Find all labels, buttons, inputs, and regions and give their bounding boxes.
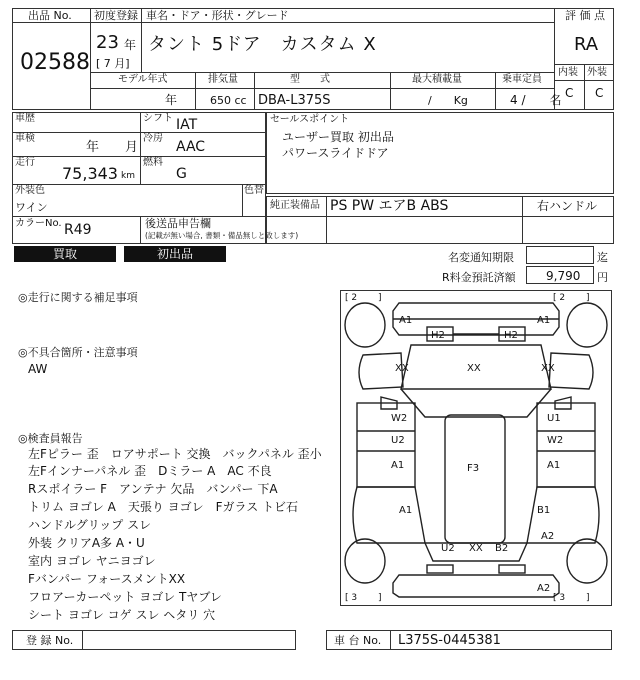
lot-label: 出品 No. bbox=[28, 9, 72, 22]
chassis-value: L375S-0445381 bbox=[398, 633, 501, 648]
notice-box bbox=[526, 246, 594, 264]
inspector-line: ハンドルグリップ スレ bbox=[28, 518, 152, 532]
recycle-unit: 円 bbox=[597, 271, 608, 284]
damage-mark: A1 bbox=[399, 315, 413, 326]
mileage-value: 75,343 bbox=[62, 164, 118, 183]
recycle-label: R料金預託済額 bbox=[442, 271, 516, 284]
inspector-line: フロアーカーペット ヨゴレ Tヤブレ bbox=[28, 590, 222, 604]
capacity-label: 乗車定員 bbox=[502, 74, 542, 85]
sales-label: セールスポイント bbox=[270, 114, 350, 125]
damage-mark: U2 bbox=[441, 543, 455, 554]
shift-value: IAT bbox=[176, 117, 198, 133]
damage-mark: U2 bbox=[391, 435, 405, 446]
grade-value: RA bbox=[574, 34, 599, 55]
chassis-label: 車 台 No. bbox=[334, 634, 382, 647]
reg-year: 23 bbox=[96, 32, 119, 53]
exterior-grade: C bbox=[595, 86, 604, 100]
inspector-line: トリム ヨゴレ A 天張り ヨゴレ Fガラス トビ石 bbox=[28, 500, 299, 514]
inspection-value: 年 月 bbox=[86, 140, 139, 155]
type-value: DBA-L375S bbox=[258, 93, 331, 108]
car-diagram bbox=[340, 290, 612, 606]
inspector-line: 室内 ヨゴレ ヤニヨゴレ bbox=[28, 554, 156, 568]
ext-color-value: ワイン bbox=[15, 201, 48, 214]
damage-mark: B1 bbox=[537, 505, 551, 516]
model-year-unit: 年 bbox=[165, 93, 178, 107]
lot-number: 02588 bbox=[20, 50, 90, 75]
interior-label: 内装 bbox=[558, 67, 578, 78]
color-no-value: R49 bbox=[64, 222, 92, 238]
notice-label: 名変通知期限 bbox=[448, 251, 514, 264]
reg-month: [ 7 月] bbox=[96, 57, 130, 70]
sales-line-1: ユーザー買取 初出品 bbox=[282, 130, 394, 144]
max-load-value: / Kg bbox=[428, 94, 468, 107]
capacity-value: 4 / 名 bbox=[510, 93, 562, 107]
damage-mark: H2 bbox=[504, 330, 518, 341]
damage-mark: W2 bbox=[547, 435, 564, 446]
ac-label: 冷房 bbox=[143, 133, 163, 144]
post-report-note: (記載が無い場合, 書類・備品無しと致します) bbox=[145, 231, 299, 240]
repaint-label: 色替 bbox=[244, 185, 264, 196]
inspector-line: 左Fピラー 歪 ロアサポート 交換 バックパネル 歪小 bbox=[28, 447, 322, 461]
corner-label-bottom-left: [ 3 ] bbox=[345, 593, 382, 603]
shift-label: シフト bbox=[143, 113, 173, 124]
damage-mark: A1 bbox=[399, 505, 413, 516]
history-label: 車歴 bbox=[15, 113, 35, 124]
color-no-label: カラーNo. bbox=[15, 218, 62, 229]
corner-label-top-left: [ 2 ] bbox=[345, 293, 382, 303]
inspector-line: 左Fインナーパネル 歪 Dミラー A AC 不良 bbox=[28, 464, 272, 478]
car-name: タント 5ドア カスタム X bbox=[148, 34, 377, 55]
notice-unit: 迄 bbox=[597, 251, 608, 264]
damage-mark: B2 bbox=[495, 543, 509, 554]
interior-grade: C bbox=[565, 86, 574, 100]
inspector-line: Rスポイラー F アンテナ 欠品 バンパー 下A bbox=[28, 482, 278, 496]
model-year-label: モデル年式 bbox=[118, 74, 168, 85]
steering-value: 右ハンドル bbox=[537, 199, 598, 213]
post-report-label: 後送品申告欄 bbox=[145, 217, 211, 230]
max-load-label: 最大積載量 bbox=[412, 74, 462, 85]
inspector-line: Fバンパー フォースメントXX bbox=[28, 572, 186, 586]
corner-label-top-right: [ 2 ] bbox=[553, 293, 590, 303]
driving-notes-title: ◎走行に関する補足事項 bbox=[18, 291, 138, 304]
fuel-value: G bbox=[176, 166, 187, 182]
equipment-label: 純正装備品 bbox=[270, 200, 320, 211]
inspector-line: シート ヨゴレ コゲ スレ ヘタリ 穴 bbox=[28, 608, 216, 622]
inspector-title: ◎検査員報告 bbox=[18, 432, 83, 445]
damage-mark: XX bbox=[467, 363, 481, 374]
recycle-value: 9,790 bbox=[546, 269, 581, 283]
damage-mark: F3 bbox=[467, 463, 480, 474]
mileage-label: 走行 bbox=[15, 157, 35, 168]
damage-mark: A1 bbox=[537, 315, 551, 326]
damage-mark: A1 bbox=[547, 460, 561, 471]
damage-mark: U1 bbox=[547, 413, 561, 424]
grade-label: 評 価 点 bbox=[565, 9, 605, 22]
equipment-value: PS PW エアB ABS bbox=[330, 198, 449, 214]
damage-mark: XX bbox=[395, 363, 409, 374]
displacement-value: 650 cc bbox=[210, 94, 247, 107]
reg-year-unit: 年 bbox=[124, 38, 137, 52]
ext-color-label: 外装色 bbox=[15, 185, 45, 196]
displacement-label: 排気量 bbox=[208, 74, 238, 85]
damage-mark: A2 bbox=[537, 583, 551, 594]
inspector-line: 外装 クリアA多 A・U bbox=[28, 536, 145, 550]
reg-label: 登 録 No. bbox=[26, 634, 74, 647]
car-diagram-svg bbox=[341, 291, 611, 605]
purchase-tag: 買取 bbox=[14, 246, 116, 262]
mileage-unit: km bbox=[121, 171, 135, 181]
first-listing-tag: 初出品 bbox=[124, 246, 226, 262]
sales-line-2: パワースライドドア bbox=[282, 146, 389, 160]
damage-mark: H2 bbox=[431, 330, 445, 341]
exterior-label: 外装 bbox=[587, 67, 607, 78]
corner-label-bottom-right: [ 3 ] bbox=[553, 593, 590, 603]
inspection-label: 車検 bbox=[15, 133, 35, 144]
damage-mark: A2 bbox=[541, 531, 555, 542]
ac-value: AAC bbox=[176, 139, 206, 155]
damage-mark: XX bbox=[541, 363, 555, 374]
fuel-label: 燃料 bbox=[143, 157, 163, 168]
defects-value: AW bbox=[28, 362, 48, 376]
first-reg-label: 初度登録 bbox=[94, 9, 138, 22]
damage-mark: W2 bbox=[391, 413, 408, 424]
car-name-label: 車名・ドア・形状・グレード bbox=[146, 9, 289, 22]
damage-mark: XX bbox=[469, 543, 483, 554]
defects-title: ◎不具合箇所・注意事項 bbox=[18, 346, 138, 359]
damage-mark: A1 bbox=[391, 460, 405, 471]
type-label: 型 式 bbox=[290, 74, 330, 85]
